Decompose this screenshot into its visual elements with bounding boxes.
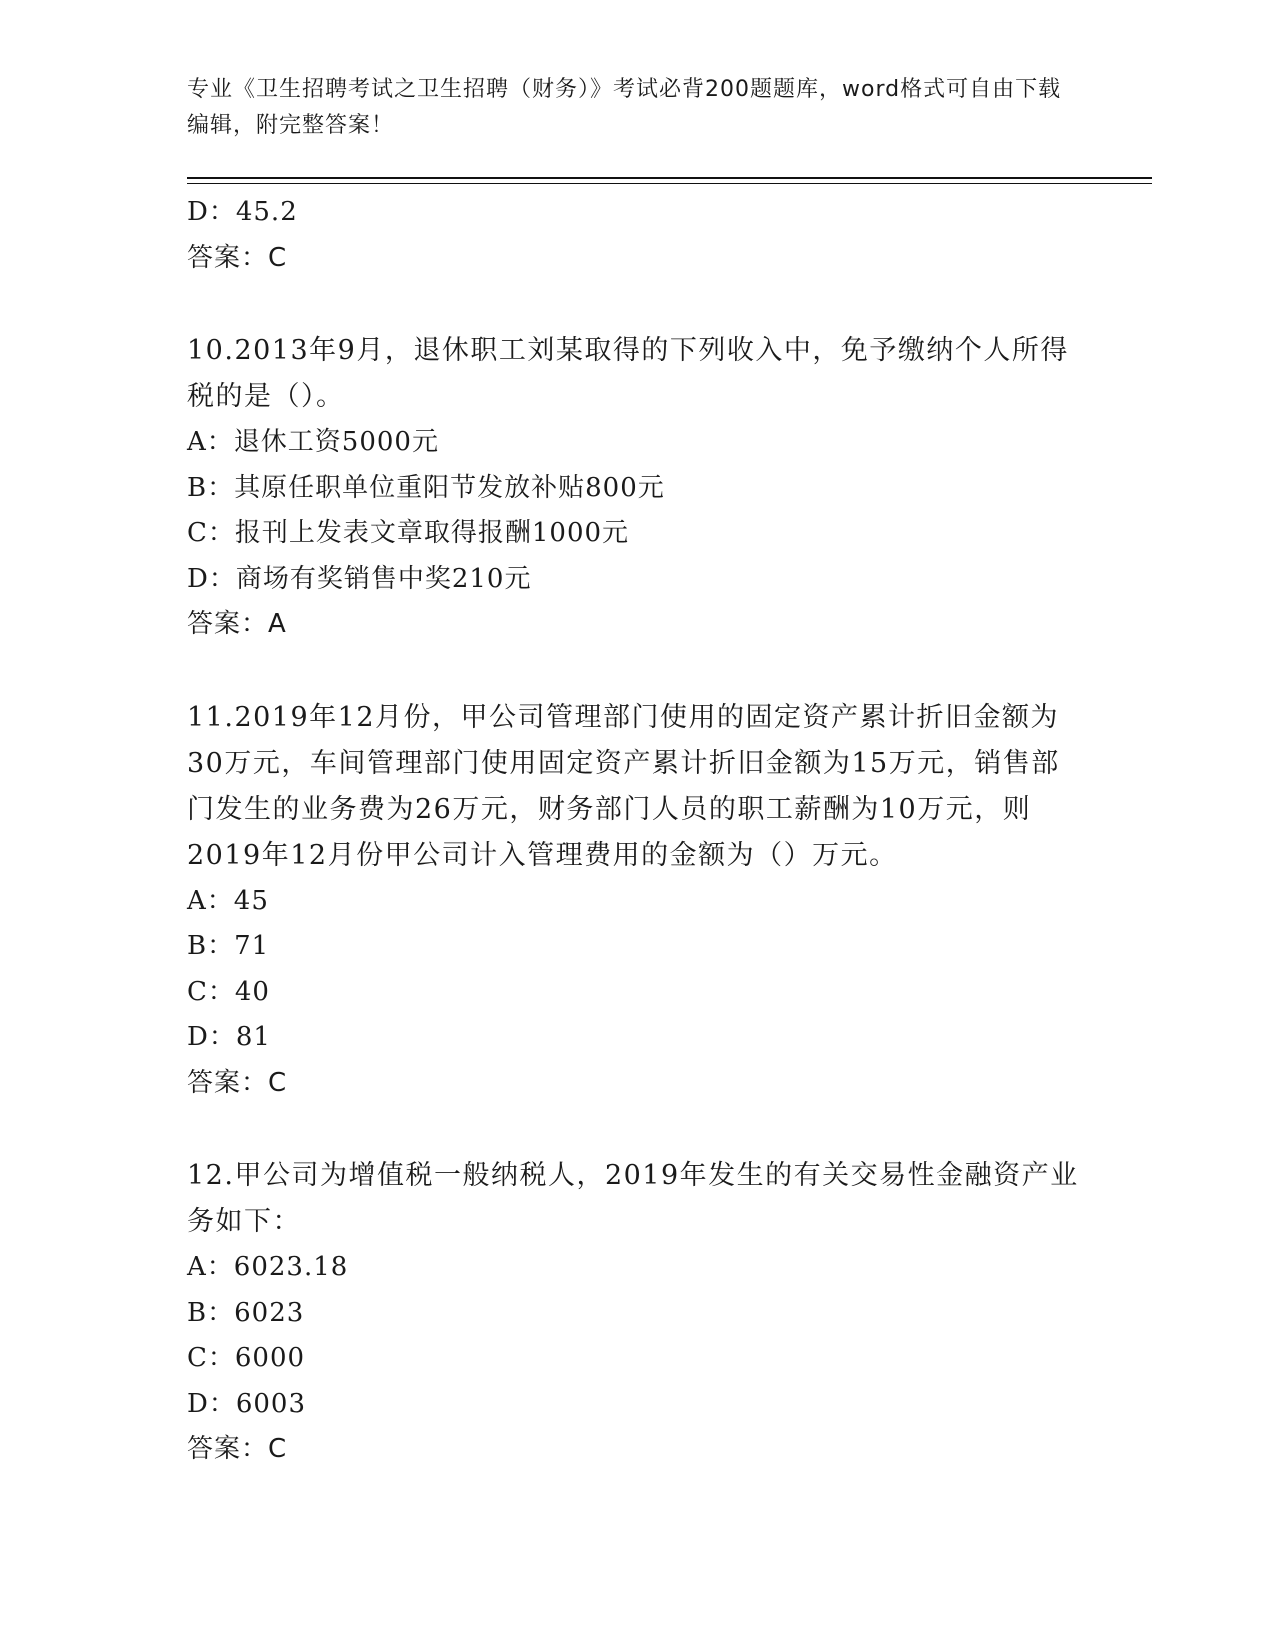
option-a: A：45: [187, 885, 269, 916]
document-header: 专业《卫生招聘考试之卫生招聘（财务）》考试必背200题题库，word格式可自由下载编辑，附完整答案！: [187, 77, 1062, 138]
header-divider-thin: [187, 183, 1152, 184]
question-block-12: [187, 1153, 1087, 1473]
question-block-prev: [187, 190, 1087, 281]
option-d: D：45.2: [187, 197, 298, 227]
option-a: A：退休工资5000元: [187, 427, 439, 457]
option-b: B：71: [187, 931, 270, 961]
question-block-11: [187, 695, 1087, 1107]
document-body: [187, 190, 1087, 1473]
option-d: D：81: [187, 1022, 271, 1052]
question-stem: 11.2019年12月份，甲公司管理部门使用的固定资产累计折旧金额为30万元，车间管理部门使用固定资产累计折旧金额为15万元，销售部门发生的业务费为26万元，财务部门人员的职工薪酬为10万元，则2019年12月份甲公司计入管理费用的金额为（）万元。: [187, 701, 1060, 871]
answer: 答案：C: [187, 1434, 288, 1464]
option-d: D：商场有奖销售中奖210元: [187, 563, 532, 594]
option-a: A：6023.18: [187, 1252, 349, 1282]
question-stem: 10.2013年9月，退休职工刘某取得的下列收入中，免予缴纳个人所得税的是（）。: [187, 335, 1069, 412]
option-b: B：其原任职单位重阳节发放补贴800元: [187, 472, 665, 503]
header-divider-thick: [187, 177, 1152, 179]
answer: 答案：C: [187, 242, 288, 273]
option-d: D：6003: [187, 1388, 307, 1419]
answer: 答案：C: [187, 1067, 288, 1098]
option-c: C：报刊上发表文章取得报酬1000元: [187, 518, 630, 548]
question-block-10: [187, 328, 1087, 648]
option-c: C：6000: [187, 1343, 306, 1373]
answer: 答案：A: [187, 609, 287, 639]
option-c: C：40: [187, 976, 270, 1007]
option-b: B：6023: [187, 1297, 305, 1328]
question-stem: 12.甲公司为增值税一般纳税人，2019年发生的有关交易性金融资产业务如下：: [187, 1160, 1079, 1237]
